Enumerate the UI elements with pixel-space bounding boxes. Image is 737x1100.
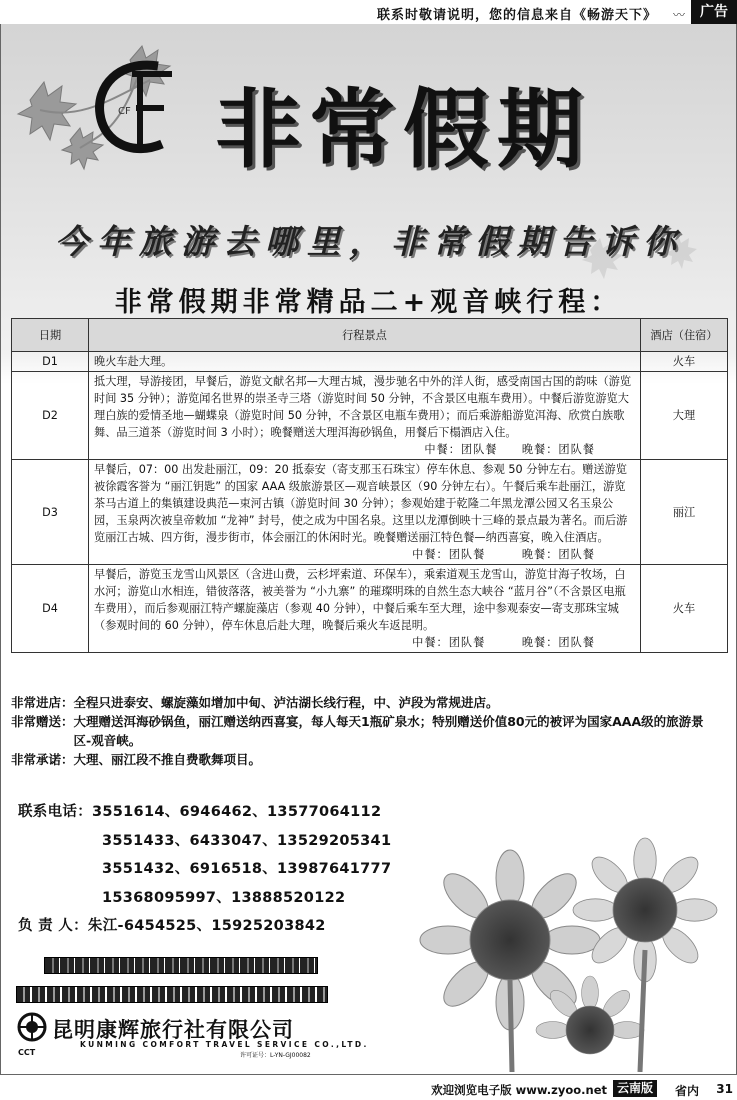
notes-section [11,693,721,769]
phone-line-4: 15368095997、13888520122 [102,889,346,906]
meal-info: 中餐：团队餐 晚餐：团队餐 [424,443,595,456]
sunflower-image [400,800,730,1072]
page-footer [0,1078,737,1100]
note-text: 大理、丽江段不推自费歌舞项目。 [73,752,262,767]
phone-numbers: 3551614、6946462、13577064112 [92,804,382,820]
content-cell [89,372,641,460]
note-shopping [11,693,721,712]
phone-line-3: 3551432、6916518、13987641777 [102,861,392,877]
footer-region: 省内 [674,1084,699,1098]
note-text: 大理赠送洱海砂锅鱼，丽江赠送纳西喜宴，每人每天1瓶矿泉水；特别赠送价值80元的被评为国家AAA级的旅游景区-观音峡。 [73,714,704,748]
manager-line [18,912,391,941]
company-name: 昆明康辉旅行社有限公司 [52,1018,294,1042]
itinerary-row-d1 [12,352,728,372]
top-bar [0,0,737,24]
content-cell [89,460,641,565]
illegible-text-strip-1 [44,957,318,974]
hotel-cell: 火车 [641,565,728,653]
day-cell: D4 [12,565,89,653]
column-header-content: 行程景点 [89,319,641,352]
content-cell [89,565,641,653]
illegible-text-strip-2 [16,986,328,1003]
content-text: 晚火车赴大理。 [94,355,173,368]
company-license: 许可证号：L-YN-GJ00082 [240,1052,311,1059]
phone-line-1 [18,798,391,827]
note-promise [11,750,721,769]
footer-section-tag: 云南版 [613,1080,657,1097]
column-header-day: 日期 [12,319,89,352]
itinerary-row-d2 [12,372,728,460]
content-cell [89,352,641,372]
itinerary-table [11,318,728,653]
swoosh-icon: 〰 [672,8,685,22]
day-cell: D1 [12,352,89,372]
tour-subtitle: 非常假期非常精品二+观音峡行程： [114,287,623,318]
meal-info: 中餐：团队餐 晚餐：团队餐 [412,636,595,649]
note-label: 非常承诺： [11,752,74,767]
day-cell: D2 [12,372,89,460]
note-label: 非常进店： [11,695,74,710]
manager-label: 负 责 人： [18,918,88,934]
company-english-name: KUNMING COMFORT TRAVEL SERVICE CO.,LTD. [80,1040,369,1049]
phone-label: 联系电话： [18,804,92,820]
content-text: 早餐后，07：00 出发赴丽江，09：20 抵泰安（寄支那玉石珠宝）停车休息、参观 50 分钟左右。赠送游览被徐霞客誉为 “丽江钥匙” 的国家 AAA 级旅游景区—观音峡景区（90 分钟左右）。午餐后乘车赴丽江，游览茶马古道上的集镇建设典范—束河古镇（游览时间 30 分钟）；参观始建于乾隆二年黑龙潭公园又名玉泉公园，玉泉两次被皇帝敕加 “龙神” 封号，使之成为中国名泉。这里以龙潭倒映十三峰的景点最为著名。而后游览丽江古城、四方街，漫步街市，体会丽江的休闲时光。晚餐赠送丽江特色餐—纳西喜宴，晚入住酒店。 [94,463,628,544]
hotel-cell: 火车 [641,352,728,372]
note-text: 全程只进泰安、螺旋藻如增加中甸、泸沽湖长线行程，中、泸段为常规进店。 [73,695,499,710]
page-number: 31 [716,1082,733,1096]
slogan: 今年旅游去哪里，非常假期告诉你 [55,222,685,261]
note-label: 非常赠送： [11,714,74,729]
ad-label: 广告 [691,0,737,24]
day-cell: D3 [12,460,89,565]
itinerary-header-row [12,319,728,352]
hotel-cell: 大理 [641,372,728,460]
content-text: 抵大理，导游接团，早餐后，游览文献名邦—大理古城，漫步驰名中外的洋人街，感受南国古国的韵味（游览时间 35 分钟）；游览闻名世界的崇圣寺三塔（游览时间 50 分钟，不含景区电瓶车费用）。中餐后游览游览大理白族的爱情圣地—蝴蝶泉（游览时间 50 分钟，不含景区电瓶车费用）；而后乘游船游览洱海、欣赏白族歌舞、品三道茶（游览时间 3 小时）；晚餐赠送大理洱海砂锅鱼，用餐后下榻酒店入住。 [94,375,632,439]
headline: 非常假期 [215,80,591,180]
hotel-cell: 丽江 [641,460,728,565]
cct-logo-icon [16,1012,48,1048]
cf-logo [88,52,188,162]
note-gifts [11,712,721,750]
company-abbr: CCT [18,1048,36,1057]
itinerary-row-d4 [12,565,728,653]
contact-block [18,798,391,941]
manager-contact: 朱江-6454525、15925203842 [87,918,326,934]
column-header-hotel: 酒店（住宿） [641,319,728,352]
footer-welcome: 欢迎浏览电子版 www.zyoo.net [431,1083,607,1097]
itinerary-row-d3 [12,460,728,565]
phone-line-2: 3551433、6433047、13529205341 [102,832,392,849]
source-notice: 联系时敬请说明，您的信息来自《畅游天下》 [376,8,657,23]
meal-info: 中餐：团队餐 晚餐：团队餐 [412,548,595,561]
content-text: 早餐后，游览玉龙雪山风景区（含进山费，云杉坪索道、环保车），乘索道观玉龙雪山，游览甘海子牧场，白水河；游览山水相连，错彼落落，被美誉为 “小九寨” 的璀璨明珠的自然生态大峡谷 “蓝月谷”（不含景区电瓶车费用），而后参观丽江特产螺旋藻店（参观 40 分钟），中餐后乘车至大理，途中参观泰安—寄支那珠宝城（参观时间的 60 分钟），停车休息后赴大理，晚餐后乘火车返昆明。 [94,568,626,632]
logo-letters: CF [118,106,131,117]
